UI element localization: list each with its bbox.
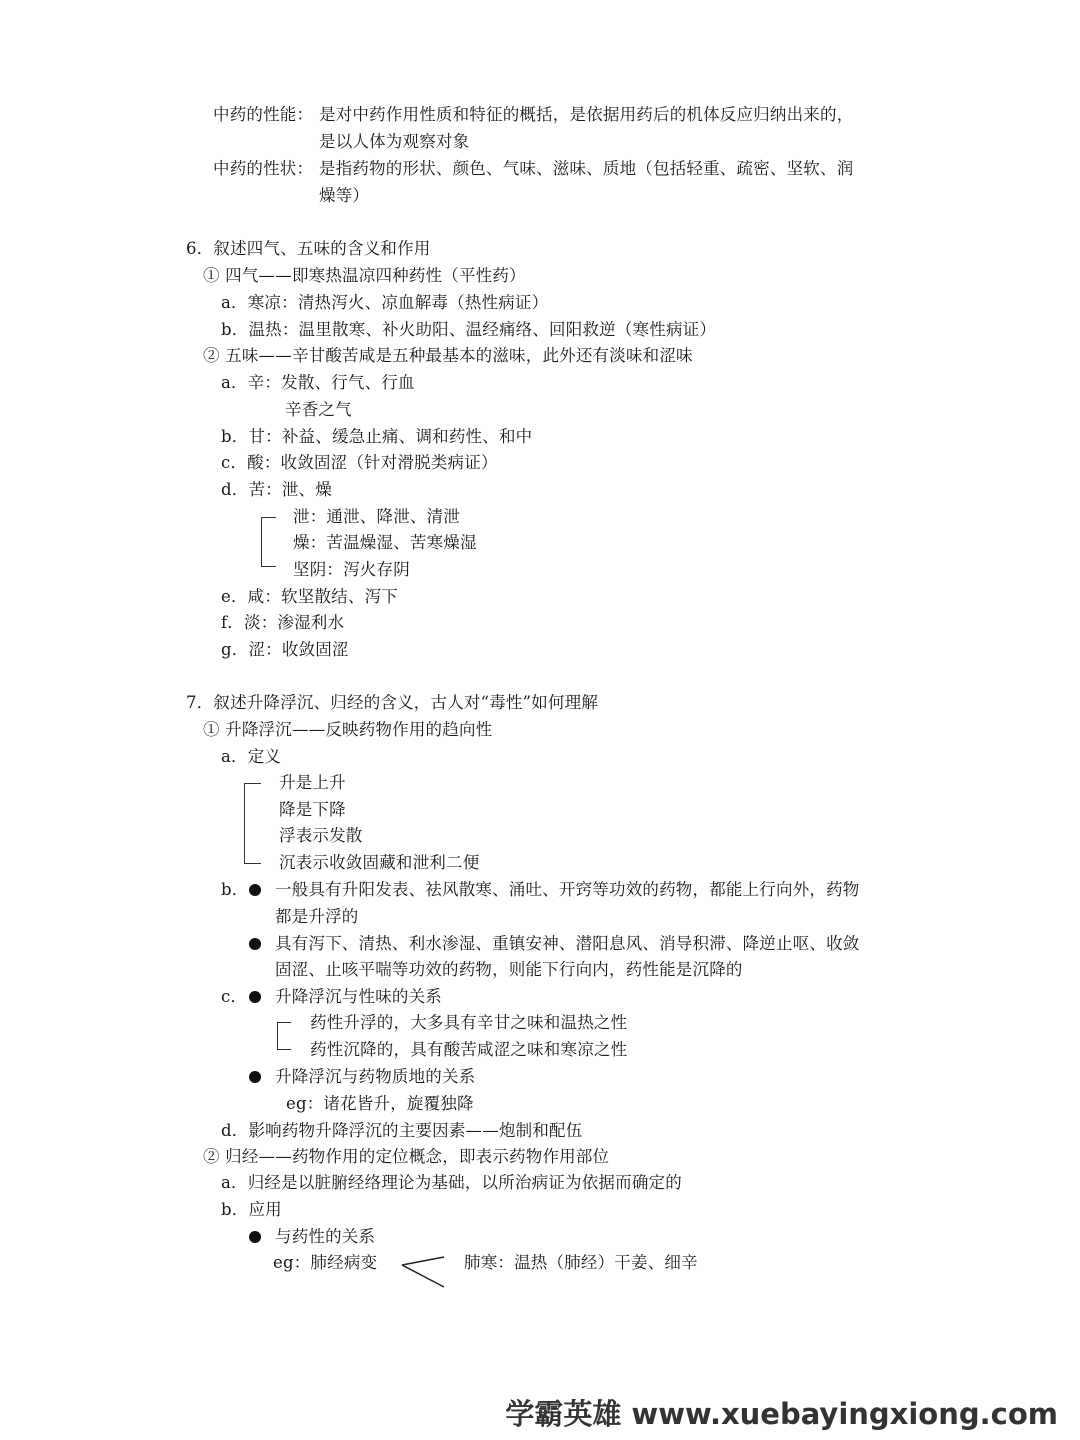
shape-label: 中药的性状：: [213, 159, 314, 178]
definition-item: 降是下降: [279, 800, 346, 819]
branch-lines-icon: [398, 1254, 450, 1290]
taste-d: d．苦：泄、燥: [221, 480, 332, 499]
b1-line-1: 一般具有升阳发表、祛风散寒、涌吐、开窍等功效的药物，都能上行向外，药物: [275, 880, 860, 899]
taste-f: f．淡：渗湿利水: [221, 613, 345, 632]
bitter-item: 泄：通泄、降泄、清泄: [293, 507, 460, 526]
performance-line-2: 是以人体为观察对象: [319, 132, 470, 151]
four-qi-a: a．寒凉：清热泻火、凉血解毒（热性病证）: [221, 293, 549, 312]
taste-e: e．咸：软坚散结、泻下: [221, 587, 398, 606]
four-qi-b: b．温热：温里散寒、补火助阳、温经痛络、回阳救逆（寒性病证）: [221, 320, 717, 339]
definition-item: 沉表示收敛固藏和泄利二便: [279, 853, 480, 872]
gj-example: eg：肺经病变: [273, 1253, 378, 1272]
gj-a: a．归经是以脏腑经络理论为基础，以所治病证为依据而确定的: [221, 1173, 682, 1192]
c2-heading: 升降浮沉与药物质地的关系: [275, 1067, 476, 1086]
c1-heading: 升降浮沉与性味的关系: [275, 987, 442, 1006]
definition-item: 升是上升: [279, 773, 346, 792]
c2-example: eg：诸花皆升，旋覆独降: [286, 1094, 474, 1113]
watermark: 学霸英雄 www.xuebayingxiong.com: [505, 1397, 1058, 1431]
bitter-bracket: [261, 517, 276, 567]
gj-example-branch: 肺寒：温热（肺经）干姜、细辛: [464, 1253, 698, 1272]
gj-b1: 与药性的关系: [275, 1227, 376, 1246]
bullet-icon: [249, 1231, 261, 1243]
taste-a-sub: 辛香之气: [285, 400, 352, 419]
bitter-item: 燥：苦温燥湿、苦寒燥湿: [293, 533, 477, 552]
gj-b: b．应用: [221, 1200, 282, 1219]
sjfc-heading: ① 升降浮沉——反映药物作用的趋向性: [203, 720, 493, 739]
performance-label: 中药的性能：: [213, 105, 314, 124]
c1-item: 药性升浮的，大多具有辛甘之味和温热之性: [310, 1013, 628, 1032]
d-line: d．影响药物升降浮沉的主要因素——炮制和配伍: [221, 1121, 583, 1140]
q7-title: 7．叙述升降浮沉、归经的含义，古人对“毒性”如何理解: [186, 693, 599, 712]
bullet-icon: [249, 938, 261, 950]
taste-a: a．辛：发散、行气、行血: [221, 373, 415, 392]
shape-line-1: 是指药物的形状、颜色、气味、滋味、质地（包括轻重、疏密、坚软、润: [319, 159, 854, 178]
b-label: b．: [221, 880, 249, 899]
bitter-item: 坚阴：泻火存阴: [293, 560, 410, 579]
b1-line-2: 都是升浮的: [275, 907, 359, 926]
definition-bracket: [244, 783, 261, 864]
five-tastes: ② 五味——辛甘酸苦咸是五种最基本的滋味，此外还有淡味和涩味: [203, 346, 693, 365]
taste-b: b．甘：补益、缓急止痛、调和药性、和中: [221, 427, 533, 446]
q6-title: 6．叙述四气、五味的含义和作用: [186, 239, 431, 258]
four-qi: ① 四气——即寒热温凉四种药性（平性药）: [203, 266, 526, 285]
b2-line-2: 固涩、止咳平喘等功效的药物，则能下行向内，药性能是沉降的: [275, 960, 743, 979]
definition-label: a．定义: [221, 747, 282, 766]
c1-item: 药性沉降的，具有酸苦咸涩之味和寒凉之性: [310, 1040, 628, 1059]
taste-c: c．酸：收敛固涩（针对滑脱类病证）: [221, 453, 498, 472]
gj-heading: ② 归经——药物作用的定位概念，即表示药物作用部位: [203, 1147, 610, 1166]
bullet-icon: [249, 991, 261, 1003]
b2-line-1: 具有泻下、清热、利水渗湿、重镇安神、潜阳息风、消导积滞、降逆止呕、收敛: [275, 934, 860, 953]
c-label: c．: [221, 987, 248, 1006]
performance-line-1: 是对中药作用性质和特征的概括，是依据用药后的机体反应归纳出来的，: [319, 105, 854, 124]
bullet-icon: [249, 1071, 261, 1083]
taste-g: g．涩：收敛固涩: [221, 640, 349, 659]
definition-item: 浮表示发散: [279, 826, 363, 845]
bullet-icon: [249, 884, 261, 896]
c1-bracket: [277, 1022, 291, 1050]
shape-line-2: 燥等）: [319, 186, 370, 205]
